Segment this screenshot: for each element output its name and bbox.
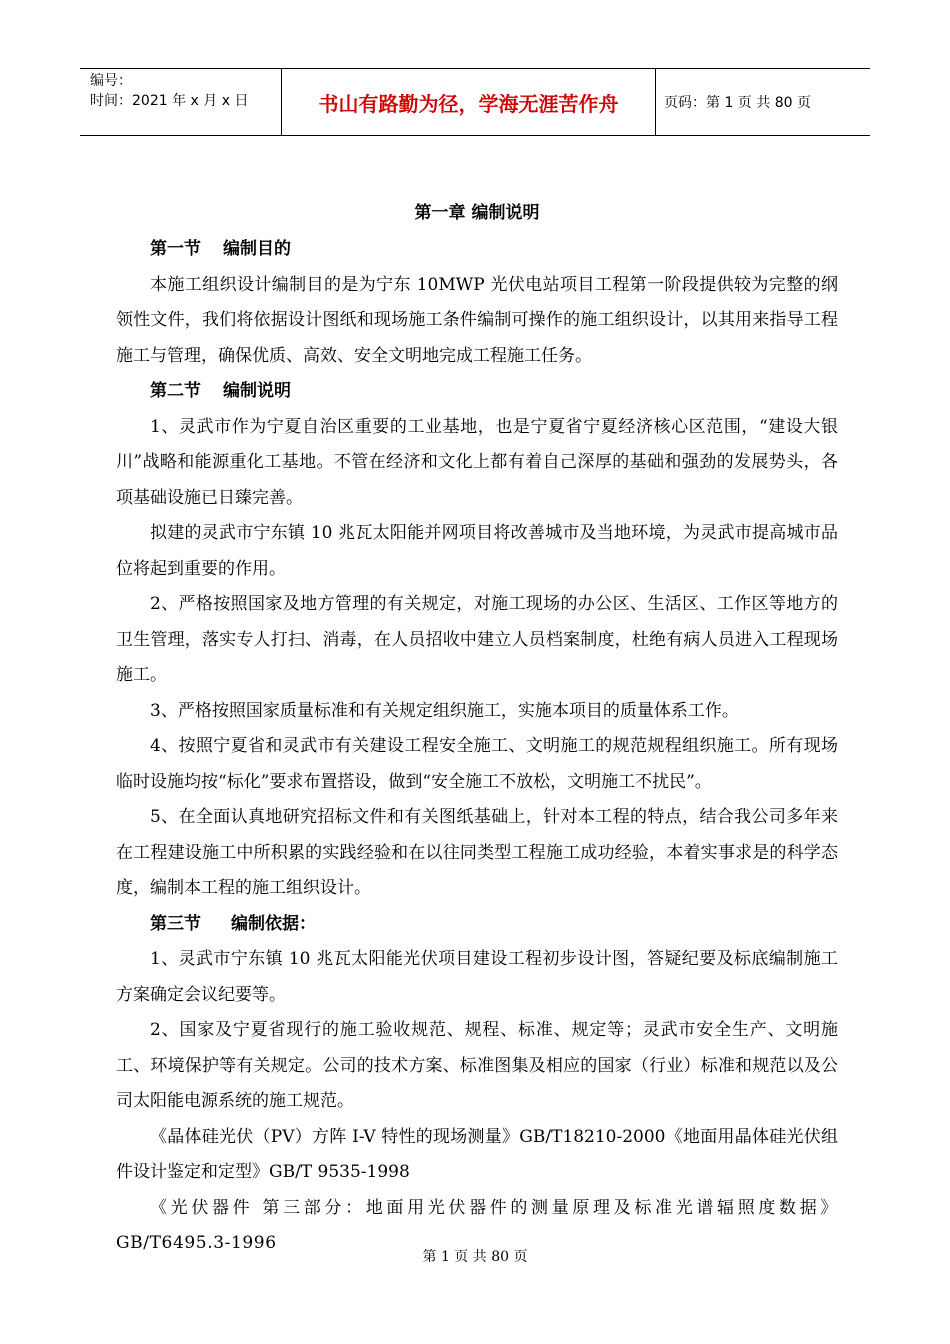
paragraph: 2、严格按照国家及地方管理的有关规定，对施工现场的办公区、生活区、工作区等地方的卫生管理，落实专人打扫、消毒，在人员招收中建立人员档案制度，杜绝有病人员进入工程现场施工。 <box>116 594 838 685</box>
section-heading <box>116 232 838 268</box>
section-number: 第一节 <box>150 239 201 259</box>
paragraph: 3、严格按照国家质量标准和有关规定组织施工，实施本项目的质量体系工作。 <box>150 700 739 721</box>
paragraph: 1、灵武市作为宁夏自治区重要的工业基地，也是宁夏省宁夏经济核心区范围，“建设大银川”战略和能源重化工基地。不管在经济和文化上都有着自己深厚的基础和强劲的发展势头，各项基础设施已日臻完善。 <box>116 416 838 508</box>
document-body <box>116 196 838 1262</box>
section-title: 编制依据： <box>231 913 316 934</box>
section-number: 第二节 <box>150 381 201 401</box>
page-header <box>80 68 870 136</box>
chapter-title: 第一章 编制说明 <box>414 203 540 223</box>
section-heading <box>116 907 838 943</box>
paragraph: 本施工组织设计编制目的是为宁东 10MWP 光伏电站项目工程第一阶段提供较为完整的纲领性文件，我们将依据设计图纸和现场施工条件编制可操作的施工组织设计，以其用来指导工程施工与管理，确保优质、高效、安全文明地完成工程施工任务。 <box>116 274 838 366</box>
date-label: 时间：2021 年 x 月 x 日 <box>90 93 249 109</box>
section-title: 编制说明 <box>223 381 291 401</box>
paragraph: 2、国家及宁夏省现行的施工验收规范、规程、标准、规定等；灵武市安全生产、文明施工、环境保护等有关规定。公司的技术方案、标准图集及相应的国家（行业）标准和规范以及公司太阳能电源系统的施工规范。 <box>116 1020 838 1111</box>
header-motto: 书山有路勤为径，学海无涯苦作舟 <box>282 69 656 135</box>
section-heading <box>116 374 838 410</box>
header-page-info: 页码：第 1 页 共 80 页 <box>664 95 811 111</box>
header-meta <box>80 69 282 135</box>
section-number: 第三节 <box>150 913 201 934</box>
paragraph: 拟建的灵武市宁东镇 10 兆瓦太阳能并网项目将改善城市及当地环境，为灵武市提高城市品位将起到重要的作用。 <box>116 523 838 579</box>
paragraph: 《光伏器件 第三部分：地面用光伏器件的测量原理及标准光谱辐照度数据》GB/T6495.3-1996 <box>116 1197 838 1253</box>
paragraph: 《晶体硅光伏（PV）方阵 I-V 特性的现场测量》GB/T18210-2000《地面用晶体硅光伏组件设计鉴定和定型》GB/T 9535-1998 <box>116 1126 838 1182</box>
paragraph: 1、灵武市宁东镇 10 兆瓦太阳能光伏项目建设工程初步设计图，答疑纪要及标底编制施工方案确定会议纪要等。 <box>116 949 838 1005</box>
section-title: 编制目的 <box>223 239 291 259</box>
paragraph: 5、在全面认真地研究招标文件和有关图纸基础上，针对本工程的特点，结合我公司多年来在工程建设施工中所积累的实践经验和在以往同类型工程施工成功经验，本着实事求是的科学态度，编制本工程的施工组织设计。 <box>116 807 838 898</box>
paragraph: 4、按照宁夏省和灵武市有关建设工程安全施工、文明施工的规范规程组织施工。所有现场临时设施均按“标化”要求布置搭设，做到“安全施工不放松，文明施工不扰民”。 <box>116 736 838 792</box>
page-footer: 第 1 页 共 80 页 <box>422 1249 528 1265</box>
doc-number-label: 编号： <box>90 73 132 89</box>
